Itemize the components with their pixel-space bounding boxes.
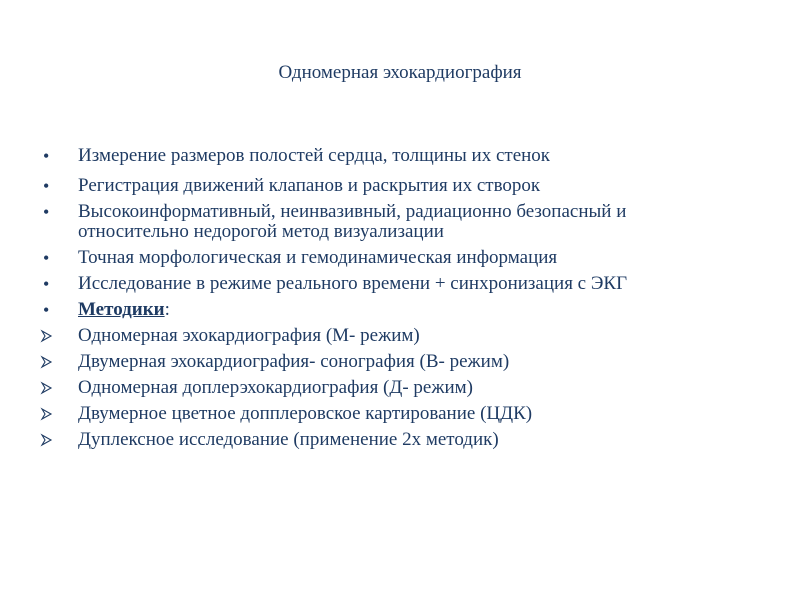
list-item-text: Измерение размеров полостей сердца, толщины их стенок [78,145,551,166]
list-item [40,248,740,268]
bullet-icon: • [43,202,50,222]
method-item [40,352,740,372]
bullet-icon: • [43,300,50,320]
arrow-bullet-icon [40,433,54,447]
method-item-text: Двумерное цветное допплеровское картирование (ЦДК) [78,403,533,424]
list-item [40,176,740,196]
arrow-bullet-icon [40,407,54,421]
method-item-text: Дуплексное исследование (применение 2х методик) [78,429,499,450]
method-item [40,378,740,398]
list-item-text: Высокоинформативный, неинвазивный, радиационно безопасный и относительно недорогой метод визуализации [78,201,627,242]
method-item-text: Двумерная эхокардиография- сонография (В- режим) [78,351,510,372]
arrow-bullet-icon [40,381,54,395]
method-item-text: Одномерная эхокардиография (М- режим) [78,325,420,346]
list-item-text: Регистрация движений клапанов и раскрытия их створок [78,175,541,196]
arrow-bullet-icon [40,355,54,369]
methods-label: Методики [78,299,165,320]
bullet-icon: • [43,176,50,196]
method-item [40,430,740,450]
method-item-text: Одномерная доплерэхокардиография (Д- режим) [78,377,474,398]
list-item-text: Исследование в режиме реального времени + синхронизация с ЭКГ [78,273,628,294]
bullet-icon: • [43,146,50,166]
method-item [40,326,740,346]
list-item [40,202,740,242]
method-item [40,404,740,424]
methods-colon: : [164,299,170,320]
list-item-text: Точная морфологическая и гемодинамическая информация [78,247,558,268]
list-item [40,146,740,166]
list-item [40,274,740,294]
arrow-bullet-icon [40,329,54,343]
bullet-list [40,146,740,456]
bullet-icon: • [43,274,50,294]
methods-heading [40,300,740,320]
slide-title: Одномерная эхокардиография [278,62,522,83]
bullet-icon: • [43,248,50,268]
